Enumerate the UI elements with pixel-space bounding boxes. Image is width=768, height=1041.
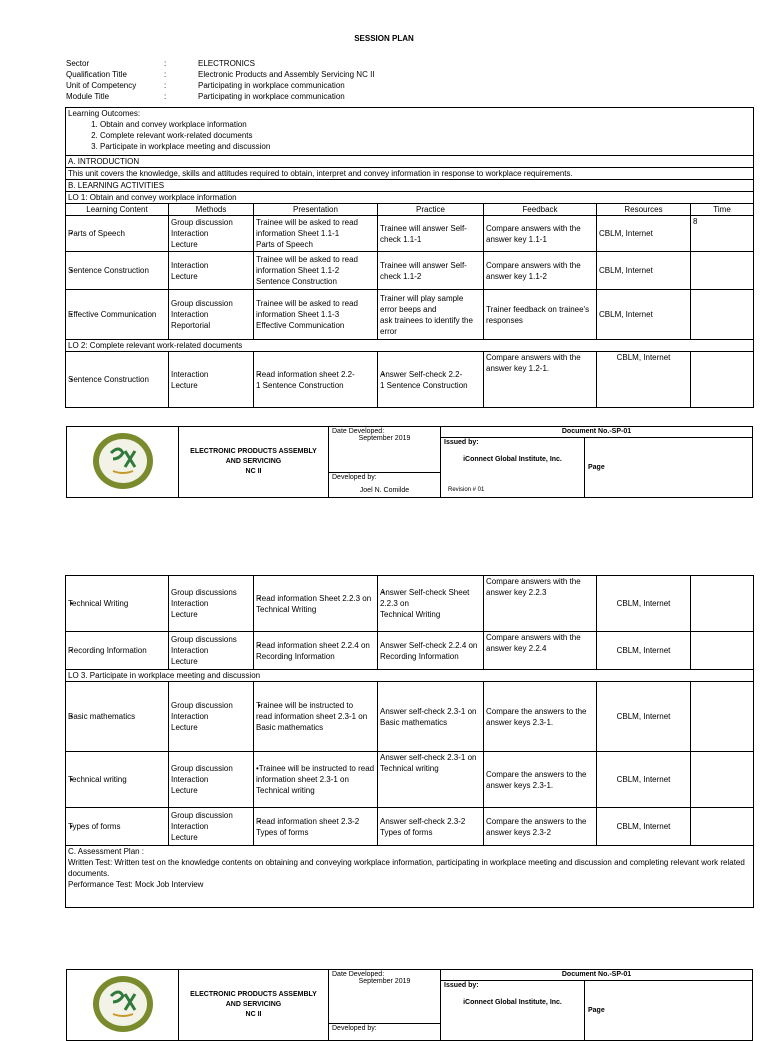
cell-presentation: Trainee will be asked to read information Sheet 1.1-3 Effective Communication: [254, 290, 378, 340]
cell-time: [691, 352, 754, 408]
cell-feedback: Compare answers with the answer key 1.2-1.: [484, 352, 597, 408]
cell-content: • Effective Communication: [66, 290, 169, 340]
doc-value: -SP-01: [609, 428, 632, 435]
cell-practice: Trainer will play sample error beeps and ask trainees to identify the error: [378, 290, 484, 340]
meta-label: Module Title: [66, 92, 110, 101]
outcome-item: 1. Obtain and convey workplace information: [100, 119, 751, 130]
meta-sector: [66, 58, 375, 69]
cell-content: • Recording Information: [66, 632, 169, 670]
cell-feedback: Compare the answers to the answer keys 2.3-1.: [484, 682, 597, 752]
cell-resources: CBLM, Internet: [597, 682, 691, 752]
issued-cell: [441, 980, 585, 1040]
lo2-heading: LO 2: Complete relevant work-related documents: [66, 340, 754, 352]
org-level: NC II: [245, 1011, 262, 1018]
cell-methods: Group discussion Interaction Lecture: [169, 216, 254, 252]
meta-block: [66, 58, 375, 102]
doc-label: Document No.: [561, 428, 610, 435]
meta-colon: :: [164, 59, 167, 68]
table-row: [66, 682, 754, 752]
doc-cell: [441, 970, 753, 981]
cell-content: • Sentence Construction: [66, 252, 169, 290]
cell-feedback: Compare answers with the answer key 1.1-1: [484, 216, 597, 252]
table-row: [66, 252, 754, 290]
cell-practice: Answer self-check 2.3-1 on Technical writing: [378, 752, 484, 808]
meta-colon: :: [164, 81, 167, 90]
table-row: [66, 352, 754, 408]
date-cell: [329, 427, 441, 473]
date-value: September 2019: [358, 978, 411, 985]
cell-feedback: Compare the answers to the answer keys 2.3-2: [484, 808, 597, 846]
cell-content: • Technical Writing: [66, 576, 169, 632]
cell-time: [691, 290, 754, 340]
meta-value: Electronic Products and Assembly Servicing NC II: [198, 70, 375, 79]
cell-time: [691, 682, 754, 752]
logo-cell: [67, 427, 179, 498]
cell-presentation: •Trainee will be instructed to read information sheet 2.3-1 on Technical writing: [254, 752, 378, 808]
table-row: [66, 752, 754, 808]
cell-presentation: • Trainee will be instructed to read information sheet 2.3-1 on Basic mathematics: [254, 682, 378, 752]
date-cell: [329, 970, 441, 1024]
cell-time: 8: [691, 216, 754, 252]
cell-feedback: Compare answers with the answer key 2.2.4: [484, 632, 597, 670]
date-value: September 2019: [358, 435, 411, 442]
cell-methods: Interaction Lecture: [169, 252, 254, 290]
cell-feedback: Trainer feedback on trainee's responses: [484, 290, 597, 340]
cell-practice: • Answer Self-check 2.2- 1 Sentence Construction: [378, 352, 484, 408]
cell-time: [691, 752, 754, 808]
column-header: Presentation: [254, 204, 378, 216]
org-name: ELECTRONIC PRODUCTS ASSEMBLY AND SERVICING: [190, 991, 317, 1008]
cell-content: • Parts of Speech: [66, 216, 169, 252]
column-header: Time: [691, 204, 754, 216]
cell-methods: Group discussions Interaction Lecture: [169, 632, 254, 670]
cell-resources: CBLM, Internet: [597, 352, 691, 408]
meta-colon: :: [164, 92, 167, 101]
meta-label: Qualification Title: [66, 70, 127, 79]
cell-resources: CBLM, Internet: [597, 252, 691, 290]
table-row: [66, 808, 754, 846]
cell-resources: CBLM, Internet: [597, 576, 691, 632]
cell-content: • Technical writing: [66, 752, 169, 808]
date-label: Date Developed:: [332, 428, 385, 435]
outcome-item: 3. Participate in workplace meeting and discussion: [100, 141, 751, 152]
meta-value: ELECTRONICS: [198, 59, 255, 68]
cell-methods: Interaction Lecture: [169, 352, 254, 408]
page-title: SESSION PLAN: [354, 34, 414, 43]
outcomes-heading: Learning Outcomes:: [68, 109, 141, 118]
meta-label: Sector: [66, 59, 90, 68]
cell-practice: Answer self-check 2.3-1 on Basic mathematics: [378, 682, 484, 752]
column-header: Practice: [378, 204, 484, 216]
institute-logo: [91, 431, 155, 491]
cell-practice: Trainee will answer Self-check 1.1-1: [378, 216, 484, 252]
outcomes-list: [68, 119, 751, 152]
meta-value: Participating in workplace communication: [198, 81, 345, 90]
column-header: Resources: [597, 204, 691, 216]
cell-content: • Sentence Construction: [66, 352, 169, 408]
meta-qualification: [66, 69, 375, 80]
doc-value: -SP-01: [609, 971, 632, 978]
cell-methods: Group discussion Interaction Lecture: [169, 808, 254, 846]
assessment-cell: [66, 846, 754, 908]
cell-time: [691, 576, 754, 632]
logo-cell: [67, 970, 179, 1041]
meta-colon: :: [164, 70, 167, 79]
assessment-written: Written Test: Written test on the knowledge contents on obtaining and conveying workplace information, participating in workplace meeting and discussion and completing relevant work related documents.: [68, 858, 745, 878]
cell-resources: CBLM, Internet: [597, 216, 691, 252]
cell-time: [691, 632, 754, 670]
cell-methods: Group discussion Interaction Lecture: [169, 752, 254, 808]
page-label: Page: [585, 980, 753, 1040]
cell-resources: CBLM, Internet: [597, 752, 691, 808]
cell-feedback: Compare answers with the answer key 1.1-2: [484, 252, 597, 290]
doc-label: Document No.: [561, 971, 610, 978]
intro-heading: A. INTRODUCTION: [66, 156, 754, 168]
developer-name: Joel N. Comilde: [359, 486, 410, 494]
issuer-name: iConnect Global Institute, Inc.: [463, 455, 562, 463]
activities-heading: B. LEARNING ACTIVITIES: [66, 180, 754, 192]
document-footer: [66, 426, 753, 498]
cell-methods: Group discussion Interaction Lecture: [169, 682, 254, 752]
revision-label: Revision # 01: [448, 487, 485, 493]
lo3-heading: LO 3. Participate in workplace meeting and discussion: [66, 670, 754, 682]
table-row: [66, 576, 754, 632]
cell-presentation: • Read information sheet 2.2.4 on Recording Information: [254, 632, 378, 670]
developer-label: Developed by:: [332, 1024, 377, 1032]
assessment-heading: C. Assessment Plan :: [68, 847, 145, 856]
cell-resources: CBLM, Internet: [597, 632, 691, 670]
column-header: Feedback: [484, 204, 597, 216]
assessment-performance: Performance Test: Mock Job Interview: [68, 880, 204, 889]
outcomes-cell: [66, 108, 754, 156]
cell-methods: Group discussions Interaction Lecture: [169, 576, 254, 632]
meta-unit: [66, 80, 375, 91]
column-header: Methods: [169, 204, 254, 216]
org-name: ELECTRONIC PRODUCTS ASSEMBLY AND SERVICING: [190, 448, 317, 465]
table-row: [66, 632, 754, 670]
cell-feedback: Compare the answers to the answer keys 2.3-1.: [484, 752, 597, 808]
date-label: Date Developed:: [332, 971, 385, 978]
developer-label: Developed by:: [332, 473, 377, 481]
meta-label: Unit of Competency: [66, 81, 137, 90]
developer-cell: [329, 1023, 441, 1040]
doc-cell: [441, 427, 753, 438]
meta-module: [66, 91, 375, 102]
institute-logo: [91, 974, 155, 1034]
session-table-1: [65, 107, 754, 408]
intro-text: This unit covers the knowledge, skills and attitudes required to obtain, interpret and convey information in response to workplace requirements.: [66, 168, 754, 180]
cell-practice: Answer self-check 2.3-2 Types of forms: [378, 808, 484, 846]
cell-presentation: Trainee will be asked to read information Sheet 1.1-1 Parts of Speech: [254, 216, 378, 252]
outcome-item: 2. Complete relevant work-related documents: [100, 130, 751, 141]
cell-practice: Trainee will answer Self-check 1.1-2: [378, 252, 484, 290]
cell-practice: • Answer Self-check Sheet 2.2.3 on Technical Writing: [378, 576, 484, 632]
page-label: Page: [585, 437, 753, 497]
column-header: Learning Content: [66, 204, 169, 216]
cell-feedback: Compare answers with the answer key 2.2.3: [484, 576, 597, 632]
session-table-2: [65, 575, 754, 908]
cell-content: • Types of forms: [66, 808, 169, 846]
org-level: NC II: [245, 468, 262, 475]
document-footer-2: [66, 969, 753, 1041]
table-row: [66, 290, 754, 340]
cell-resources: CBLM, Internet: [597, 808, 691, 846]
org-cell: [179, 427, 329, 498]
issued-label: Issued by:: [444, 438, 479, 446]
cell-resources: CBLM, Internet: [597, 290, 691, 340]
cell-presentation: • Read information Sheet 2.2.3 on Technical Writing: [254, 576, 378, 632]
cell-content: • Basic mathematics: [66, 682, 169, 752]
cell-time: [691, 252, 754, 290]
issuer-name: iConnect Global Institute, Inc.: [463, 998, 562, 1006]
cell-presentation: • Read information sheet 2.3-2 Types of forms: [254, 808, 378, 846]
developer-cell: [329, 472, 441, 497]
cell-presentation: • Read information sheet 2.2- 1 Sentence Construction: [254, 352, 378, 408]
issued-label: Issued by:: [444, 981, 479, 989]
cell-presentation: Trainee will be asked to read information Sheet 1.1-2 Sentence Construction: [254, 252, 378, 290]
cell-practice: Answer Self-check 2.2.4 on Recording Information: [378, 632, 484, 670]
cell-time: [691, 808, 754, 846]
org-cell: [179, 970, 329, 1041]
lo1-heading: LO 1: Obtain and convey workplace information: [66, 192, 754, 204]
cell-methods: Group discussion Interaction Reportorial: [169, 290, 254, 340]
table-row: [66, 216, 754, 252]
meta-value: Participating in workplace communication: [198, 92, 345, 101]
